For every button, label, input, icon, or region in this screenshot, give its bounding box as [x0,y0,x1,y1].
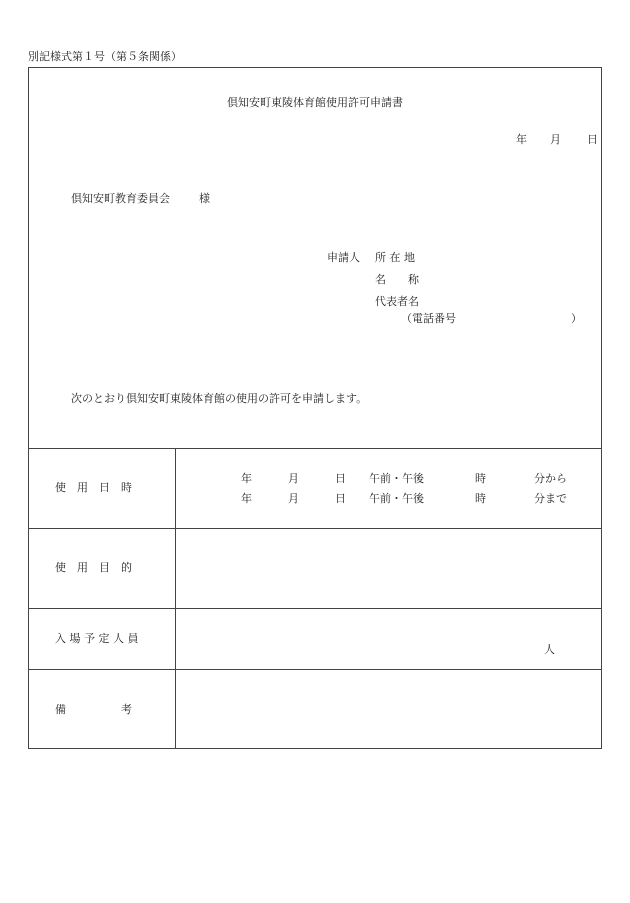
end-day: 日 [335,492,346,505]
form-title: 倶知安町東陵体育館使用許可申請書 [227,96,403,109]
remarks-field[interactable] [176,670,601,748]
date-day-label: 日 [587,133,598,146]
applicant-phone-close: ） [571,312,582,325]
attendance-field[interactable] [176,609,601,669]
date-month-label: 月 [550,133,561,146]
start-month: 月 [288,472,299,485]
end-minute: 分まで [534,492,567,505]
date-year-label: 年 [516,133,527,146]
start-minute: 分から [534,472,567,485]
start-year: 年 [241,472,252,485]
application-form [28,67,602,749]
remarks-label: 備 考 [55,703,132,716]
usage-purpose-field[interactable] [176,529,601,608]
applicant-phone-label: （電話番号 [401,312,456,325]
applicant-label: 申請人 [327,251,360,264]
attendance-label: 入 場 予 定 人 員 [55,632,139,645]
application-statement: 次のとおり倶知安町東陵体育館の使用の許可を申請します。 [71,392,368,405]
end-year: 年 [241,492,252,505]
table-top-rule [29,448,601,449]
addressee-name: 倶知安町教育委員会 [71,192,170,205]
start-ampm: 午前・午後 [369,472,424,485]
applicant-representative-label: 代表者名 [375,295,419,308]
addressee-honorific: 様 [199,192,210,205]
start-day: 日 [335,472,346,485]
applicant-address-label: 所 在 地 [375,251,415,264]
usage-datetime-label: 使 用 日 時 [55,481,132,494]
form-number: 別記様式第１号（第５条関係） [28,50,182,63]
end-hour: 時 [475,492,486,505]
end-month: 月 [288,492,299,505]
end-ampm: 午前・午後 [369,492,424,505]
usage-purpose-label: 使 用 目 的 [55,561,132,574]
attendance-unit: 人 [544,643,555,656]
applicant-name-label: 名 称 [375,273,419,286]
start-hour: 時 [475,472,486,485]
